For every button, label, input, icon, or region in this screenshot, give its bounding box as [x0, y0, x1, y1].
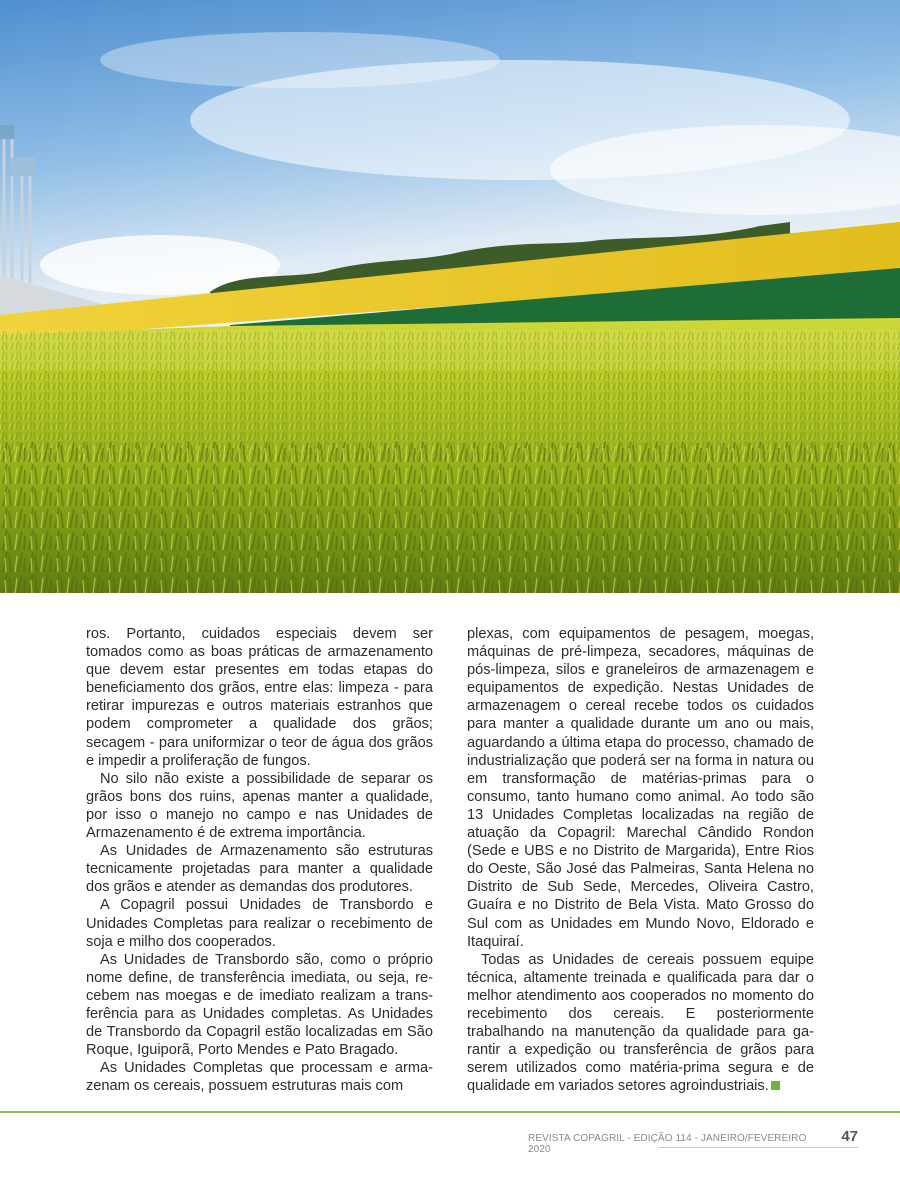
paragraph: As Unidades de Transbordo são, como o próprio nome define, de transferência imediata, ou seja, recebem nas moegas e de imediato realizam a transferência para as Unidades completas. As Unidades de Transbordo da Copagril estão localizadas em São Roque, Iguiporã, Porto Mendes e Pato Bragado. [86, 951, 433, 1059]
paragraph-text: Todas as Unidades de cereais possuem equipe técnica, altamente treinada e qualificada para dar o melhor atendimento aos cooperados no momento do recebimento dos cereais. E posteriormente trabalhando na manutenção da qualidade para garantir a expedição ou transferência de grãos para serem utilizados como matéria-prima segura e de qualidade em variados setores agroindustriais. [467, 951, 814, 1095]
grass-field-image [0, 0, 900, 593]
publication-info: REVISTA COPAGRIL - EDIÇÃO 114 - JANEIRO/FEVEREIRO 2020 [528, 1133, 807, 1155]
paragraph: As Unidades de Armazenamento são estruturas tecnicamente projetadas para manter a qualidade dos grãos e atender as demandas dos produtores. [86, 843, 433, 896]
paragraph: As Unidades Completas que processam e armazenam os cereais, possuem estruturas mais com [86, 1060, 433, 1095]
end-of-article-square-icon [771, 1081, 780, 1090]
paragraph: A Copagril possui Unidades de Transbordo e Unidades Completas para realizar o recebimento de soja e milho dos cooperados. [86, 897, 433, 950]
page-number: 47 [841, 1128, 858, 1145]
footer-rule [0, 1111, 900, 1113]
paragraph: plexas, com equipamentos de pesagem, moegas, máquinas de pré-limpeza, secadores, máquinas de pós-limpeza, silos e graneleiros de armazenagem e equipamentos de expedição. Nestas Unidades de armazenagem o cereal recebe todos os cuidados para manter a qualidade durante um ano ou mais, aguardando a última etapa do processo, chamado de industrialização que poderá ser na forma in natura ou em transformação de matérias-primas para o consumo, tanto humano como animal. Ao todo são 13 Unidades Completas localizadas na região de atuação da Copagril: Marechal Cândido Rondon (Sede e UBS e no Distrito de Margarida), Entre Rios do Oeste, São José das Palmeiras, Santa Helena no Distrito de Sub Sede, Mercedes, Oliveira Castro, Guaíra e no Distrito de Bela Vista. Mato Grosso do Sul com as Unidades em Mundo Novo, Eldorado e Itaquiraí. [467, 626, 814, 950]
footer-underline [658, 1147, 858, 1148]
hero-photo [0, 0, 900, 593]
paragraph: No silo não existe a possibilidade de separar os grãos bons dos ruins, apenas manter a qualidade, por isso o manejo no campo e nas Unidades de Armazenamento é de extrema importância. [86, 770, 433, 842]
paragraph [467, 951, 814, 1096]
paragraph: ros. Portanto, cuidados especiais devem ser tomados como as boas práticas de armazenamento que devem estar presentes em todas etapas do beneficiamento dos grãos, entre elas: limpeza - para retirar impurezas e outros materiais estranhos que podem comprometer a qualidade dos grãos; secagem - para uniformizar o teor de água dos grãos e impedir a proliferação de fungos. [86, 626, 433, 769]
article-left-column [86, 625, 433, 1095]
article-right-column [467, 625, 814, 1095]
page-footer [528, 1128, 858, 1155]
